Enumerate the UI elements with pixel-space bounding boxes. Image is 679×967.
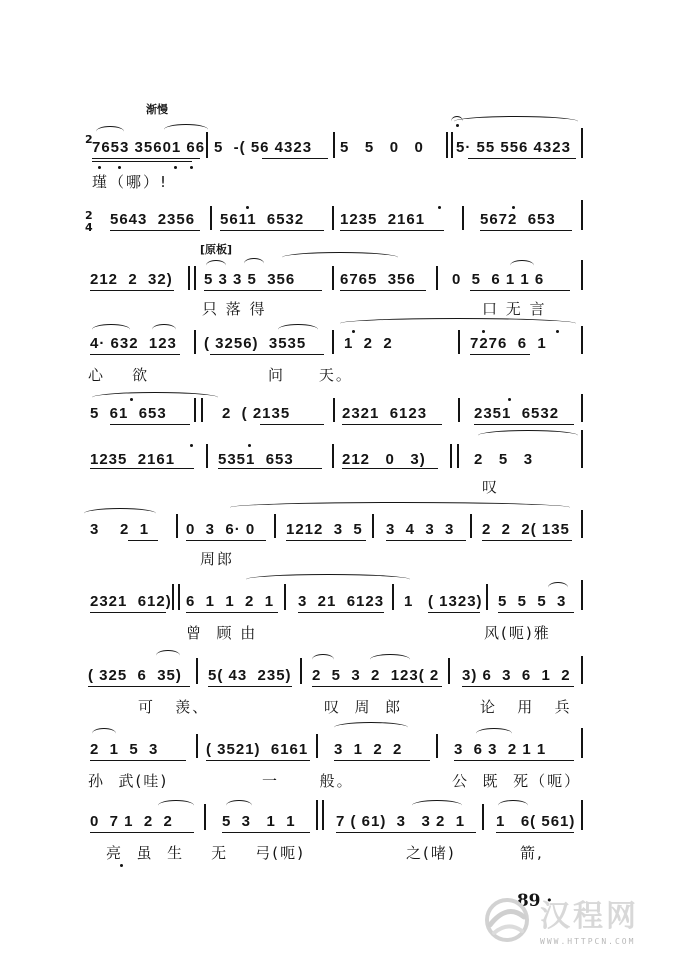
- barline: [446, 132, 448, 158]
- beam-line: [90, 832, 194, 833]
- barline: [300, 658, 302, 684]
- tempo-mark-yuanban: [原板]: [200, 243, 233, 256]
- barline: [316, 800, 318, 830]
- beam-line: [204, 290, 322, 291]
- notation-segment: 5 5 0 0: [340, 139, 424, 156]
- beam-line: [428, 612, 480, 613]
- tempo-mark-jianman: 渐慢: [146, 103, 168, 116]
- barline: [581, 394, 583, 422]
- barline: [178, 584, 180, 610]
- notation-segment: 3 2 1: [90, 521, 150, 538]
- slur: [230, 502, 570, 513]
- octave-dot: [352, 330, 355, 333]
- beam-line: [480, 230, 572, 231]
- notation-segment: 3) 6 3 6 1 2: [462, 667, 571, 684]
- slur: [152, 324, 176, 335]
- beam-line: [312, 686, 442, 687]
- page-number: · 89 ·: [505, 891, 553, 911]
- notation-segment: 3 6 3 2 1 1: [454, 741, 547, 758]
- notation-segment: 6 1 1 2 1: [186, 593, 275, 610]
- beam-line: [260, 424, 324, 425]
- notation-segment: 212 2 32): [90, 271, 173, 288]
- barline: [196, 658, 198, 684]
- octave-dot: [130, 398, 133, 401]
- beam-line: [128, 540, 158, 541]
- beam-line: [474, 424, 574, 425]
- notation-segment: 5 3 3 5 356: [204, 271, 296, 288]
- beam-line: [468, 158, 576, 159]
- slur: [370, 654, 410, 665]
- barline: [448, 658, 450, 684]
- slur: [510, 260, 534, 271]
- barline: [581, 656, 583, 684]
- beam-line: [386, 540, 466, 541]
- notation-segment: 4: [85, 221, 93, 234]
- lyric-text: 箭,: [520, 844, 544, 862]
- notation-segment: 3 4 3 3: [386, 521, 455, 538]
- notation-segment: 1235 2161: [90, 451, 176, 468]
- barline: [462, 206, 464, 230]
- octave-dot: [246, 206, 249, 209]
- beam-line: [208, 686, 292, 687]
- beam-line: [90, 612, 166, 613]
- beam-line: [470, 354, 530, 355]
- barline: [581, 128, 583, 158]
- beam-line: [298, 612, 384, 613]
- notation-segment: 212 0 3): [342, 451, 426, 468]
- notation-segment: 5 5 5 3: [498, 593, 567, 610]
- barline: [581, 580, 583, 610]
- beam-line: [186, 612, 278, 613]
- lyric-text: 风(呃)雅: [484, 624, 551, 642]
- lyric-text: 一 般。: [262, 772, 354, 790]
- barline: [581, 800, 583, 830]
- lyric-text: 孙 武(哇): [88, 772, 169, 790]
- barline: [581, 326, 583, 354]
- lyric-text: 心 欲: [88, 366, 150, 384]
- barline: [450, 444, 452, 468]
- notation-segment: 7 ( 61) 3 3 2 1: [336, 813, 466, 830]
- barline: [194, 330, 196, 354]
- beam-line: [92, 161, 192, 162]
- barline: [274, 514, 276, 538]
- notation-segment: 2 5 3: [474, 451, 534, 468]
- notation-segment: 2 ( 2135: [222, 405, 291, 422]
- barline: [458, 398, 460, 422]
- slur: [156, 650, 180, 661]
- barline: [196, 734, 198, 758]
- beam-line: [92, 158, 200, 159]
- slur: [92, 728, 116, 739]
- barline: [194, 266, 196, 290]
- slur: [334, 722, 408, 733]
- lyric-text: 口 无 言: [482, 300, 547, 318]
- slur: [244, 258, 264, 269]
- notation-segment: 0 5 6 1 1 6: [452, 271, 545, 288]
- slur: [92, 392, 218, 403]
- barline: [176, 514, 178, 538]
- octave-dot: [556, 330, 559, 333]
- beam-line: [340, 230, 444, 231]
- slur: [282, 252, 398, 263]
- barline: [470, 514, 472, 538]
- notation-segment: 2 5 3 2 123( 2: [312, 667, 440, 684]
- slur: [340, 318, 576, 329]
- lyric-text: 可 羡、: [138, 698, 210, 716]
- barline: [333, 398, 335, 422]
- barline: [333, 132, 335, 158]
- barline: [581, 260, 583, 290]
- octave-dot: [190, 444, 193, 447]
- barline: [322, 800, 324, 830]
- octave-dot: [174, 166, 177, 169]
- notation-segment: 5( 43 235): [208, 667, 292, 684]
- beam-line: [342, 424, 442, 425]
- octave-dot: [512, 206, 515, 209]
- notation-segment: 3 21 6123: [298, 593, 385, 610]
- lyric-text: 叹 周 郎: [324, 698, 403, 716]
- slur: [164, 124, 208, 135]
- barline: [172, 584, 174, 610]
- slur: [226, 800, 252, 811]
- barline: [581, 510, 583, 538]
- notation-segment: 5672 653: [480, 211, 556, 228]
- barline: [332, 206, 334, 230]
- beam-line: [210, 354, 324, 355]
- watermark-text: 汉程网: [540, 899, 639, 934]
- beam-line: [262, 158, 328, 159]
- notation-segment: 2321 612): [90, 593, 172, 610]
- beam-line: [496, 832, 574, 833]
- beam-line: [206, 760, 310, 761]
- barline: [206, 132, 208, 158]
- notation-segment: 2321 6123: [342, 405, 428, 422]
- barline: [332, 444, 334, 468]
- notation-segment: 0 7 1 2 2: [90, 813, 173, 830]
- barline: [210, 206, 212, 230]
- barline: [457, 444, 459, 468]
- slur: [412, 800, 462, 811]
- barline: [581, 430, 583, 468]
- octave-dot: [118, 166, 121, 169]
- lyric-text: 叹: [482, 478, 500, 496]
- beam-line: [286, 540, 366, 541]
- beam-line: [334, 760, 430, 761]
- notation-segment: 5 -( 56 4323: [214, 139, 313, 156]
- barline: [206, 444, 208, 468]
- octave-dot: [190, 166, 193, 169]
- beam-line: [340, 290, 426, 291]
- slur: [478, 430, 578, 441]
- beam-line: [222, 832, 310, 833]
- beam-line: [90, 290, 174, 291]
- barline: [436, 266, 438, 290]
- beam-line: [90, 760, 186, 761]
- notation-segment: 7276 6 1: [470, 335, 547, 352]
- notation-segment: 5 3 1 1: [222, 813, 296, 830]
- notation-segment: 1235 2161: [340, 211, 426, 228]
- slur: [84, 508, 156, 519]
- beam-line: [90, 468, 194, 469]
- notation-segment: 5611 6532: [220, 211, 305, 228]
- notation-segment: 2: [85, 209, 93, 222]
- beam-line: [498, 612, 574, 613]
- barline: [392, 584, 394, 610]
- lyric-text: 只 落 得: [202, 300, 267, 318]
- notation-segment: 0 3 6· 0: [186, 521, 256, 538]
- lyric-text: 问 天。: [268, 366, 353, 384]
- notation-segment: 2 1 5 3: [90, 741, 159, 758]
- octave-dot: [508, 398, 511, 401]
- notation-segment: 2351 6532: [474, 405, 560, 422]
- beam-line: [462, 686, 574, 687]
- beam-line: [110, 230, 200, 231]
- notation-segment: 6765 356: [340, 271, 416, 288]
- lyric-text: 瑾（哪）!: [92, 173, 169, 191]
- lyric-text: 公 既 死（呃）: [452, 772, 582, 790]
- slur: [246, 574, 410, 585]
- notation-segment: 5351 653: [218, 451, 294, 468]
- barline: [332, 266, 334, 290]
- watermark-logo-icon: [478, 895, 536, 945]
- barline: [486, 584, 488, 610]
- beam-line: [336, 832, 476, 833]
- beam-line: [218, 468, 322, 469]
- barline: [581, 728, 583, 758]
- notation-segment: 5 61 653: [90, 405, 167, 422]
- beam-line: [186, 540, 266, 541]
- fermata-dot: [456, 124, 459, 127]
- slur: [498, 800, 528, 811]
- notation-segment: 3 1 2 2: [334, 741, 403, 758]
- barline: [316, 734, 318, 758]
- notation-segment: ( 3521) 6161: [206, 741, 309, 758]
- notation-segment: 1 6( 561): [496, 813, 576, 830]
- notation-segment: 1 2 2: [344, 335, 393, 352]
- barline: [372, 514, 374, 538]
- notation-segment: 2: [85, 133, 93, 146]
- notation-segment: 7653 35601 66: [92, 139, 206, 156]
- slur: [312, 654, 334, 665]
- barline: [581, 200, 583, 230]
- notation-segment: ( 3256) 3535: [204, 335, 307, 352]
- barline: [436, 734, 438, 758]
- slur: [476, 728, 512, 739]
- lyric-text: 曾 顾 由: [186, 624, 258, 642]
- lyric-text: 周郎: [200, 550, 235, 568]
- slur: [96, 126, 124, 137]
- notation-segment: 1212 3 5: [286, 521, 363, 538]
- octave-dot: [248, 444, 251, 447]
- barline: [482, 804, 484, 830]
- barline: [188, 266, 190, 290]
- beam-line: [482, 540, 572, 541]
- barline: [284, 584, 286, 610]
- slur: [454, 116, 578, 127]
- octave-dot: [98, 166, 101, 169]
- notation-segment: 5· 55 556 4323: [456, 139, 571, 156]
- octave-dot: [438, 206, 441, 209]
- notation-segment: 5643 2356: [110, 211, 196, 228]
- beam-line: [90, 354, 180, 355]
- beam-line: [454, 760, 574, 761]
- lyric-text: 之(啫): [406, 844, 456, 862]
- beam-line: [88, 686, 190, 687]
- octave-dot: [482, 330, 485, 333]
- slur: [206, 260, 226, 271]
- barline: [451, 132, 453, 158]
- beam-line: [342, 468, 438, 469]
- watermark-url: WWW.HTTPCN.COM: [540, 937, 636, 946]
- lyric-text: 论 用 兵: [480, 698, 572, 716]
- notation-segment: ( 1323): [428, 593, 483, 610]
- lyric-text: 亮 虽 生 无 弓(呃): [106, 844, 305, 862]
- slur: [278, 324, 318, 335]
- barline: [204, 804, 206, 830]
- notation-segment: ( 325 6 35): [88, 667, 182, 684]
- notation-segment: 1: [404, 593, 414, 610]
- beam-line: [220, 230, 324, 231]
- slur: [158, 800, 194, 811]
- beam-line: [110, 424, 190, 425]
- barline: [458, 330, 460, 354]
- slur: [548, 582, 568, 593]
- barline: [332, 330, 334, 354]
- slur: [92, 324, 130, 335]
- beam-line: [470, 290, 570, 291]
- octave-dot: [120, 864, 123, 867]
- notation-segment: 2 2 2( 135: [482, 521, 570, 538]
- notation-segment: 4· 632 123: [90, 335, 177, 352]
